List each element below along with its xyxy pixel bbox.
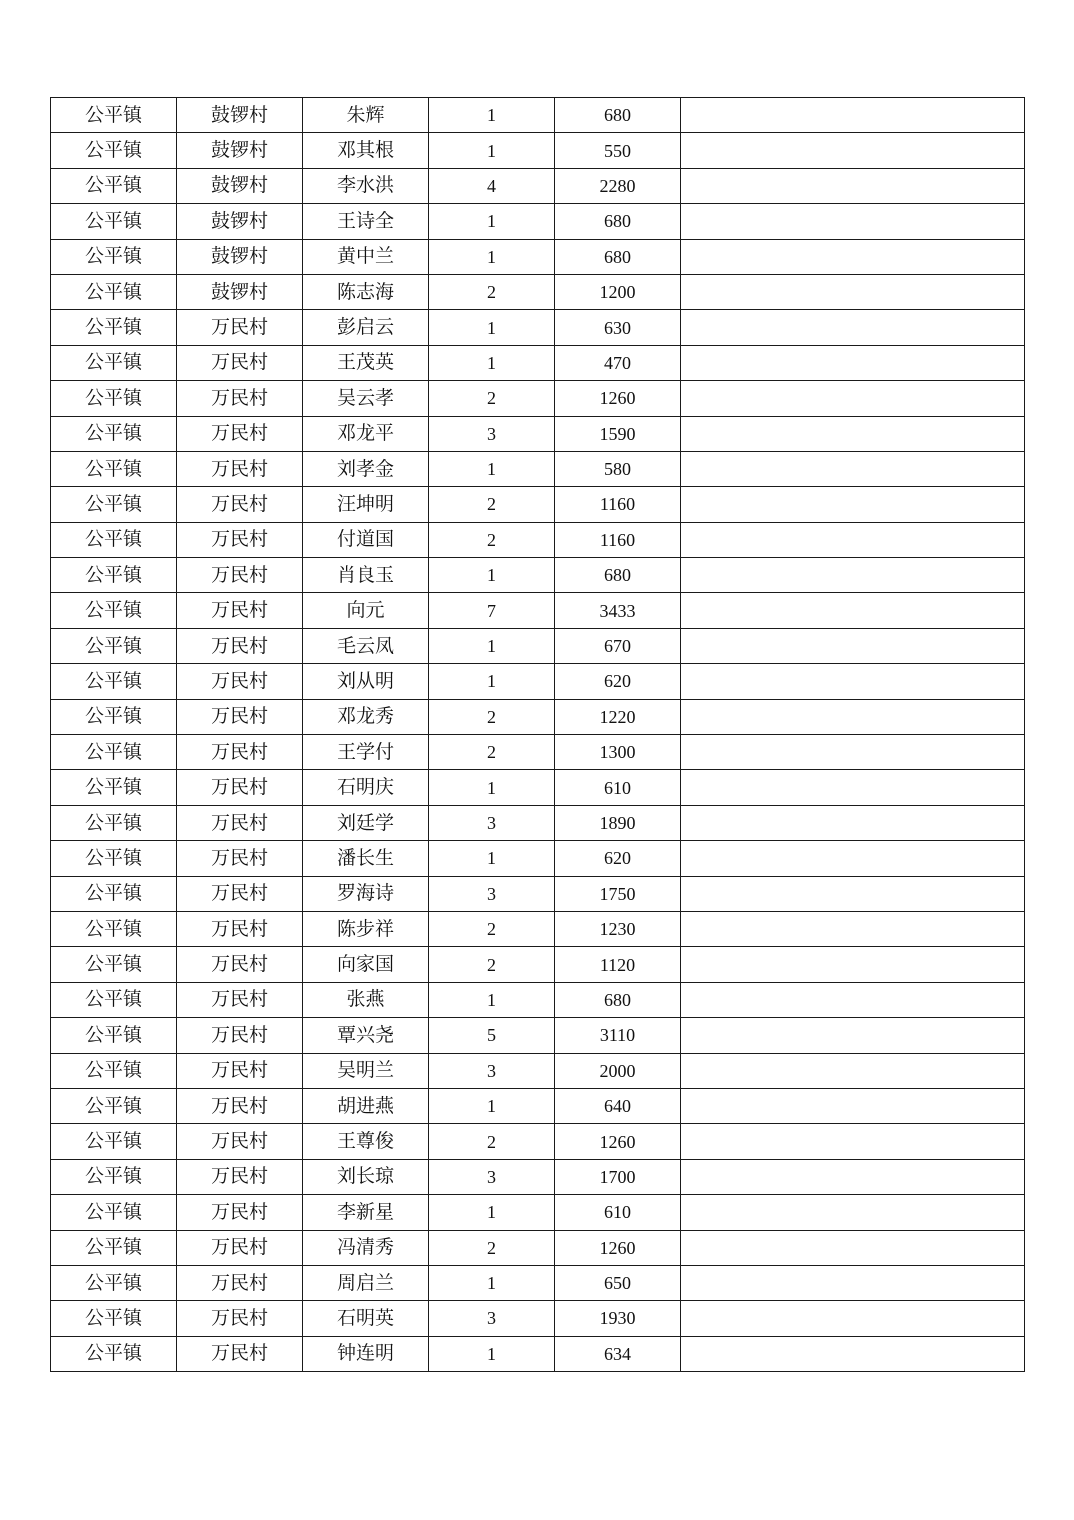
table-row (51, 1088, 1025, 1123)
household-count-cell: 1 (429, 1336, 555, 1371)
note-cell (681, 628, 1025, 663)
name-cell: 向元 (303, 593, 429, 628)
village-cell: 万民村 (177, 699, 303, 734)
table-row (51, 735, 1025, 770)
household-count-cell: 2 (429, 1230, 555, 1265)
town-cell: 公平镇 (51, 699, 177, 734)
table-row (51, 841, 1025, 876)
amount-cell: 1890 (555, 805, 681, 840)
household-count-cell: 1 (429, 558, 555, 593)
name-cell: 李水洪 (303, 168, 429, 203)
name-cell: 黄中兰 (303, 239, 429, 274)
name-cell: 吴云孝 (303, 381, 429, 416)
town-cell: 公平镇 (51, 274, 177, 309)
household-count-cell: 1 (429, 1195, 555, 1230)
name-cell: 钟连明 (303, 1336, 429, 1371)
name-cell: 张燕 (303, 982, 429, 1017)
table-row (51, 98, 1025, 133)
amount-cell: 1700 (555, 1159, 681, 1194)
village-cell: 万民村 (177, 1265, 303, 1300)
table-row (51, 1053, 1025, 1088)
village-cell: 万民村 (177, 1301, 303, 1336)
town-cell: 公平镇 (51, 1195, 177, 1230)
name-cell: 石明庆 (303, 770, 429, 805)
amount-cell: 1260 (555, 1230, 681, 1265)
note-cell (681, 735, 1025, 770)
village-cell: 万民村 (177, 1053, 303, 1088)
village-cell: 万民村 (177, 628, 303, 663)
note-cell (681, 345, 1025, 380)
village-cell: 万民村 (177, 1336, 303, 1371)
amount-cell: 1220 (555, 699, 681, 734)
village-cell: 鼓锣村 (177, 133, 303, 168)
name-cell: 刘廷学 (303, 805, 429, 840)
amount-cell: 1160 (555, 522, 681, 557)
table-row (51, 274, 1025, 309)
name-cell: 邓龙平 (303, 416, 429, 451)
name-cell: 覃兴尧 (303, 1018, 429, 1053)
note-cell (681, 168, 1025, 203)
town-cell: 公平镇 (51, 487, 177, 522)
table-row (51, 593, 1025, 628)
household-count-cell: 1 (429, 1265, 555, 1300)
town-cell: 公平镇 (51, 628, 177, 663)
household-count-cell: 2 (429, 274, 555, 309)
table-row (51, 876, 1025, 911)
name-cell: 石明英 (303, 1301, 429, 1336)
household-count-cell: 1 (429, 239, 555, 274)
town-cell: 公平镇 (51, 1088, 177, 1123)
village-cell: 鼓锣村 (177, 274, 303, 309)
village-cell: 万民村 (177, 522, 303, 557)
town-cell: 公平镇 (51, 982, 177, 1017)
household-count-cell: 2 (429, 947, 555, 982)
amount-cell: 1300 (555, 735, 681, 770)
household-count-cell: 5 (429, 1018, 555, 1053)
amount-cell: 3433 (555, 593, 681, 628)
village-cell: 万民村 (177, 841, 303, 876)
household-count-cell: 1 (429, 628, 555, 663)
amount-cell: 2280 (555, 168, 681, 203)
household-count-cell: 2 (429, 522, 555, 557)
note-cell (681, 416, 1025, 451)
note-cell (681, 1018, 1025, 1053)
amount-cell: 1260 (555, 1124, 681, 1159)
roster-table (50, 97, 1025, 1372)
table-row (51, 451, 1025, 486)
town-cell: 公平镇 (51, 1018, 177, 1053)
note-cell (681, 274, 1025, 309)
name-cell: 毛云凤 (303, 628, 429, 663)
household-count-cell: 1 (429, 451, 555, 486)
table-row (51, 911, 1025, 946)
table-row (51, 487, 1025, 522)
table-row (51, 1018, 1025, 1053)
name-cell: 冯清秀 (303, 1230, 429, 1265)
household-count-cell: 1 (429, 664, 555, 699)
table-row (51, 947, 1025, 982)
note-cell (681, 558, 1025, 593)
village-cell: 万民村 (177, 1018, 303, 1053)
village-cell: 万民村 (177, 416, 303, 451)
village-cell: 万民村 (177, 1124, 303, 1159)
table-row (51, 1301, 1025, 1336)
note-cell (681, 664, 1025, 699)
note-cell (681, 1265, 1025, 1300)
name-cell: 胡进燕 (303, 1088, 429, 1123)
note-cell (681, 1053, 1025, 1088)
amount-cell: 620 (555, 664, 681, 699)
note-cell (681, 593, 1025, 628)
amount-cell: 1120 (555, 947, 681, 982)
note-cell (681, 1124, 1025, 1159)
town-cell: 公平镇 (51, 664, 177, 699)
name-cell: 罗海诗 (303, 876, 429, 911)
note-cell (681, 487, 1025, 522)
amount-cell: 680 (555, 239, 681, 274)
town-cell: 公平镇 (51, 735, 177, 770)
household-count-cell: 1 (429, 310, 555, 345)
table-row (51, 1336, 1025, 1371)
table-row (51, 1195, 1025, 1230)
household-count-cell: 1 (429, 841, 555, 876)
village-cell: 万民村 (177, 345, 303, 380)
table-row (51, 381, 1025, 416)
town-cell: 公平镇 (51, 204, 177, 239)
amount-cell: 680 (555, 204, 681, 239)
note-cell (681, 451, 1025, 486)
amount-cell: 680 (555, 558, 681, 593)
town-cell: 公平镇 (51, 558, 177, 593)
village-cell: 万民村 (177, 310, 303, 345)
village-cell: 万民村 (177, 735, 303, 770)
amount-cell: 630 (555, 310, 681, 345)
household-count-cell: 3 (429, 1301, 555, 1336)
town-cell: 公平镇 (51, 345, 177, 380)
village-cell: 万民村 (177, 381, 303, 416)
note-cell (681, 805, 1025, 840)
note-cell (681, 1159, 1025, 1194)
village-cell: 万民村 (177, 947, 303, 982)
household-count-cell: 4 (429, 168, 555, 203)
note-cell (681, 911, 1025, 946)
amount-cell: 670 (555, 628, 681, 663)
town-cell: 公平镇 (51, 1159, 177, 1194)
amount-cell: 680 (555, 98, 681, 133)
table-row (51, 345, 1025, 380)
town-cell: 公平镇 (51, 1124, 177, 1159)
town-cell: 公平镇 (51, 381, 177, 416)
table-row (51, 982, 1025, 1017)
name-cell: 刘长琼 (303, 1159, 429, 1194)
note-cell (681, 1230, 1025, 1265)
name-cell: 潘长生 (303, 841, 429, 876)
village-cell: 万民村 (177, 1159, 303, 1194)
name-cell: 周启兰 (303, 1265, 429, 1300)
table-row (51, 1159, 1025, 1194)
amount-cell: 640 (555, 1088, 681, 1123)
name-cell: 刘从明 (303, 664, 429, 699)
name-cell: 刘孝金 (303, 451, 429, 486)
village-cell: 万民村 (177, 1088, 303, 1123)
table-row (51, 1124, 1025, 1159)
name-cell: 王诗全 (303, 204, 429, 239)
table-row (51, 310, 1025, 345)
town-cell: 公平镇 (51, 310, 177, 345)
village-cell: 万民村 (177, 451, 303, 486)
household-count-cell: 3 (429, 1053, 555, 1088)
amount-cell: 580 (555, 451, 681, 486)
table-row (51, 770, 1025, 805)
household-count-cell: 2 (429, 699, 555, 734)
note-cell (681, 1195, 1025, 1230)
table-row (51, 204, 1025, 239)
name-cell: 向家国 (303, 947, 429, 982)
household-count-cell: 2 (429, 1124, 555, 1159)
town-cell: 公平镇 (51, 1301, 177, 1336)
amount-cell: 470 (555, 345, 681, 380)
town-cell: 公平镇 (51, 1265, 177, 1300)
note-cell (681, 239, 1025, 274)
note-cell (681, 699, 1025, 734)
household-count-cell: 2 (429, 381, 555, 416)
amount-cell: 650 (555, 1265, 681, 1300)
town-cell: 公平镇 (51, 841, 177, 876)
name-cell: 肖良玉 (303, 558, 429, 593)
town-cell: 公平镇 (51, 593, 177, 628)
village-cell: 鼓锣村 (177, 98, 303, 133)
table-row (51, 699, 1025, 734)
amount-cell: 3110 (555, 1018, 681, 1053)
note-cell (681, 770, 1025, 805)
town-cell: 公平镇 (51, 911, 177, 946)
household-count-cell: 2 (429, 911, 555, 946)
note-cell (681, 947, 1025, 982)
household-count-cell: 3 (429, 876, 555, 911)
village-cell: 鼓锣村 (177, 168, 303, 203)
village-cell: 万民村 (177, 593, 303, 628)
town-cell: 公平镇 (51, 451, 177, 486)
name-cell: 吴明兰 (303, 1053, 429, 1088)
village-cell: 万民村 (177, 558, 303, 593)
household-count-cell: 1 (429, 770, 555, 805)
name-cell: 李新星 (303, 1195, 429, 1230)
village-cell: 万民村 (177, 664, 303, 699)
note-cell (681, 982, 1025, 1017)
town-cell: 公平镇 (51, 805, 177, 840)
village-cell: 万民村 (177, 1230, 303, 1265)
name-cell: 王学付 (303, 735, 429, 770)
name-cell: 邓其根 (303, 133, 429, 168)
amount-cell: 634 (555, 1336, 681, 1371)
town-cell: 公平镇 (51, 947, 177, 982)
town-cell: 公平镇 (51, 1053, 177, 1088)
name-cell: 彭启云 (303, 310, 429, 345)
amount-cell: 680 (555, 982, 681, 1017)
table-row (51, 664, 1025, 699)
household-count-cell: 1 (429, 345, 555, 380)
name-cell: 陈步祥 (303, 911, 429, 946)
village-cell: 鼓锣村 (177, 204, 303, 239)
note-cell (681, 310, 1025, 345)
amount-cell: 1200 (555, 274, 681, 309)
note-cell (681, 1336, 1025, 1371)
village-cell: 鼓锣村 (177, 239, 303, 274)
note-cell (681, 1301, 1025, 1336)
table-row (51, 416, 1025, 451)
note-cell (681, 876, 1025, 911)
note-cell (681, 204, 1025, 239)
household-count-cell: 1 (429, 204, 555, 239)
amount-cell: 620 (555, 841, 681, 876)
town-cell: 公平镇 (51, 876, 177, 911)
village-cell: 万民村 (177, 982, 303, 1017)
table-row (51, 558, 1025, 593)
table-row (51, 133, 1025, 168)
note-cell (681, 381, 1025, 416)
note-cell (681, 98, 1025, 133)
town-cell: 公平镇 (51, 416, 177, 451)
table-row (51, 168, 1025, 203)
village-cell: 万民村 (177, 911, 303, 946)
table-row (51, 1230, 1025, 1265)
household-count-cell: 2 (429, 735, 555, 770)
amount-cell: 1930 (555, 1301, 681, 1336)
table-row (51, 628, 1025, 663)
village-cell: 万民村 (177, 770, 303, 805)
household-count-cell: 1 (429, 1088, 555, 1123)
town-cell: 公平镇 (51, 770, 177, 805)
name-cell: 陈志海 (303, 274, 429, 309)
village-cell: 万民村 (177, 487, 303, 522)
household-count-cell: 7 (429, 593, 555, 628)
table-row (51, 1265, 1025, 1300)
note-cell (681, 133, 1025, 168)
household-count-cell: 1 (429, 98, 555, 133)
amount-cell: 2000 (555, 1053, 681, 1088)
amount-cell: 1750 (555, 876, 681, 911)
name-cell: 王茂英 (303, 345, 429, 380)
amount-cell: 1230 (555, 911, 681, 946)
name-cell: 汪坤明 (303, 487, 429, 522)
amount-cell: 610 (555, 770, 681, 805)
name-cell: 付道国 (303, 522, 429, 557)
town-cell: 公平镇 (51, 98, 177, 133)
amount-cell: 1160 (555, 487, 681, 522)
table-row (51, 522, 1025, 557)
household-count-cell: 3 (429, 416, 555, 451)
town-cell: 公平镇 (51, 168, 177, 203)
table-row (51, 805, 1025, 840)
town-cell: 公平镇 (51, 522, 177, 557)
name-cell: 王尊俊 (303, 1124, 429, 1159)
amount-cell: 1260 (555, 381, 681, 416)
household-count-cell: 1 (429, 133, 555, 168)
household-count-cell: 1 (429, 982, 555, 1017)
note-cell (681, 841, 1025, 876)
town-cell: 公平镇 (51, 239, 177, 274)
table-row (51, 239, 1025, 274)
village-cell: 万民村 (177, 876, 303, 911)
amount-cell: 610 (555, 1195, 681, 1230)
name-cell: 邓龙秀 (303, 699, 429, 734)
household-count-cell: 3 (429, 805, 555, 840)
note-cell (681, 1088, 1025, 1123)
roster-table-body (51, 98, 1025, 1372)
town-cell: 公平镇 (51, 1230, 177, 1265)
village-cell: 万民村 (177, 805, 303, 840)
amount-cell: 550 (555, 133, 681, 168)
name-cell: 朱辉 (303, 98, 429, 133)
note-cell (681, 522, 1025, 557)
amount-cell: 1590 (555, 416, 681, 451)
town-cell: 公平镇 (51, 1336, 177, 1371)
household-count-cell: 2 (429, 487, 555, 522)
village-cell: 万民村 (177, 1195, 303, 1230)
town-cell: 公平镇 (51, 133, 177, 168)
household-count-cell: 3 (429, 1159, 555, 1194)
